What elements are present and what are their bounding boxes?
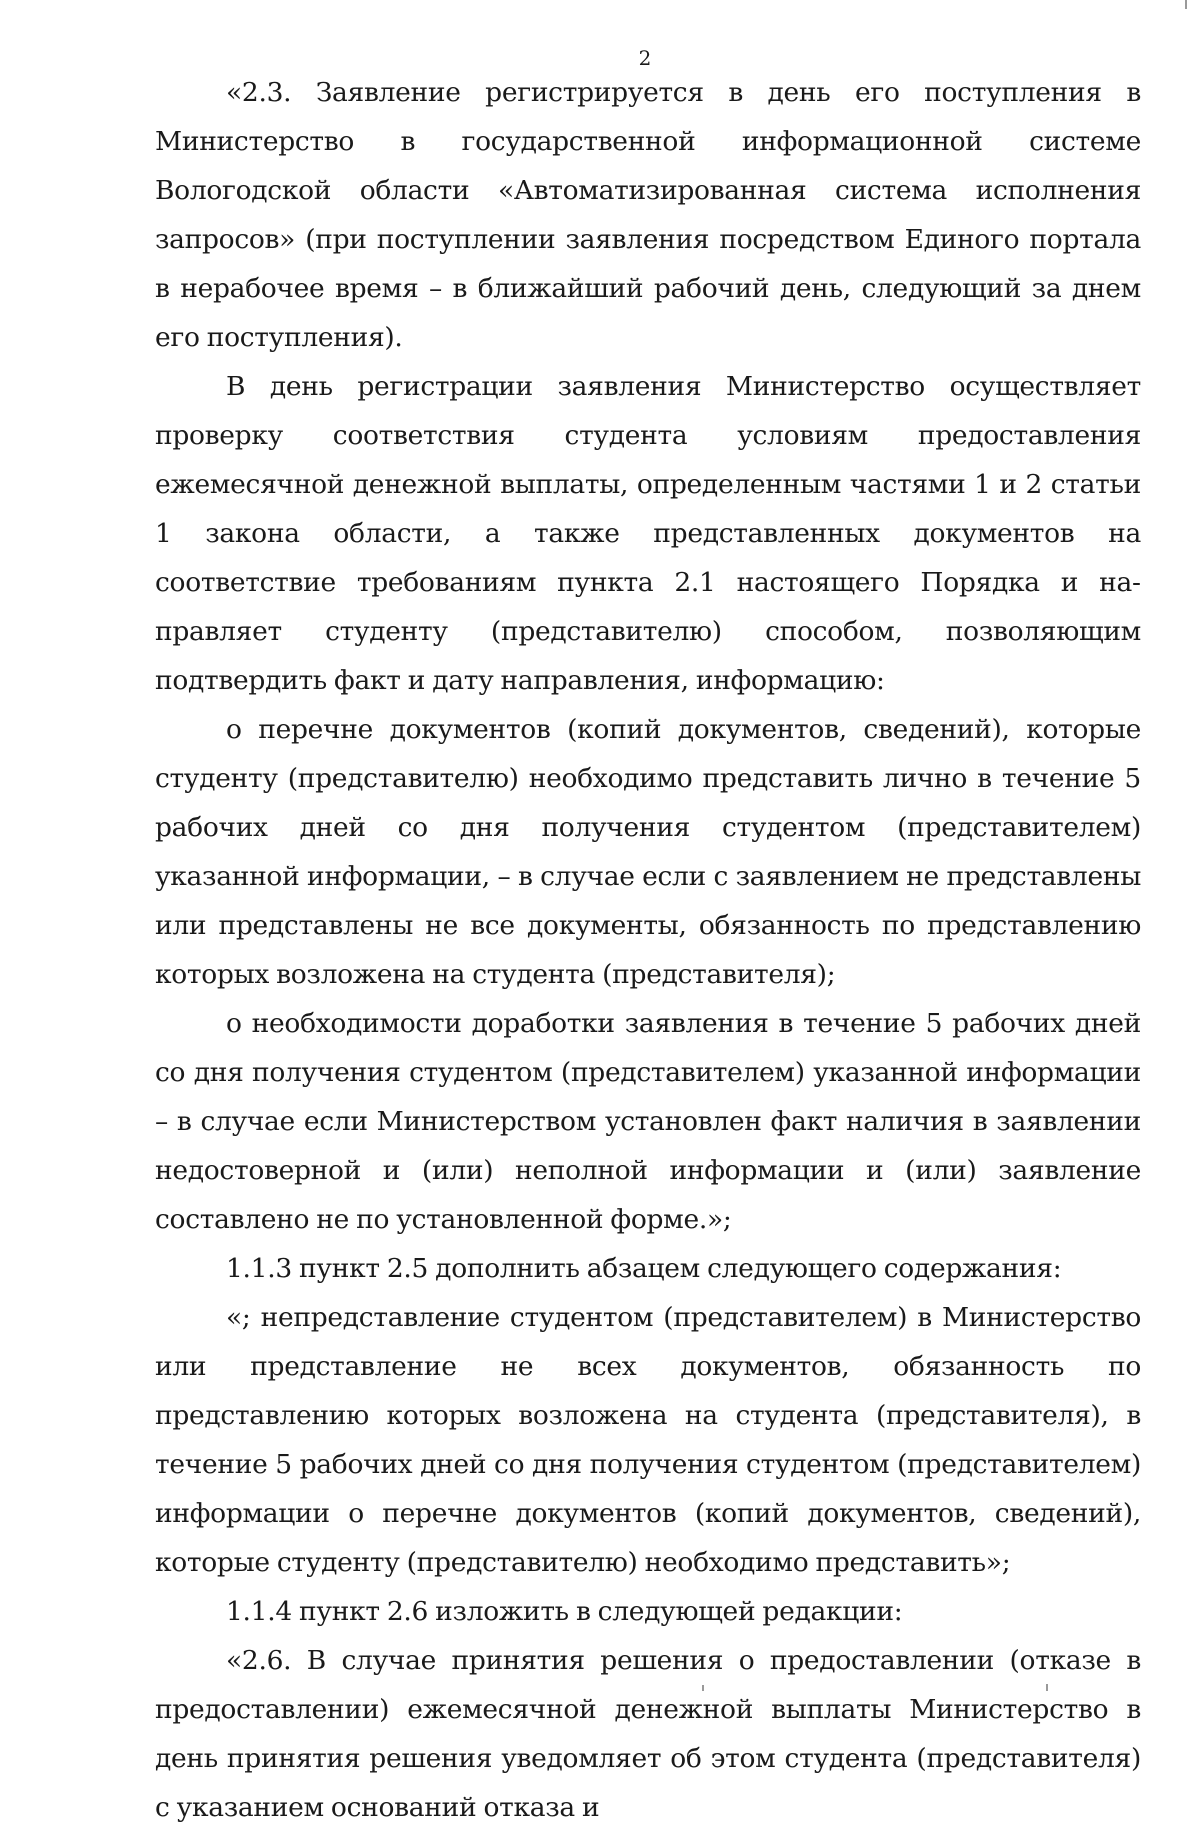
paragraph-2-6: «2.6. В случае принятия решения о предоставлении (отказе в предоставлении) ежемесячной денежной выплаты Министерство в день принятия решения уведомляет об этом студента (представителя) с указанием оснований отказа и — [155, 1645, 1141, 1823]
paragraph-1-1-3: 1.1.3 пункт 2.5 дополнить абзацем следующего содержания: — [226, 1253, 1062, 1284]
scan-mark — [1046, 1684, 1048, 1691]
paragraph-revision-needed: о необходимости доработки заявления в течение 5 рабочих дней со дня получения студентом (представителем) указанной информации – в случае если Министерством установлен факт наличия в заявлении недостоверной и (или) неполной информации и (или) заявление составлено не по установленной форме.»; — [155, 1008, 1141, 1235]
paragraph-registration-check: В день регистрации заявления Министерство осуществляет проверку соответствия студента условиям предоставления ежемесячной денежной выплаты, определенным частями 1 и 2 статьи 1 закона области, а также представленных документов на соответствие требованиям пункта 2.1 настоящего Порядка и направляет студенту (представителю) способом, позволяющим подтвердить факт и дату направления, информацию: — [155, 371, 1141, 696]
paragraph-documents-list: о перечне документов (копий документов, сведений), которые студенту (представителю) необходимо представить лично в течение 5 рабочих дней со дня получения студентом (представителем) указанной информации, – в случае если с заявлением не представлены или представлены не все документы, обязанность по представлению которых возложена на студента (представителя); — [155, 714, 1141, 990]
paragraph-2-3: «2.3. Заявление регистрируется в день его поступления в Министерство в государственной информационной системе Вологодской области «Автоматизированная система исполнения запросов» (при поступлении заявления посредством Единого портала в нерабочее время – в ближайший рабочий день, следующий за днем его поступления). — [155, 77, 1141, 353]
paragraph-2-5-addition: «; непредставление студентом (представителем) в Министерство или представление не всех документов, обязанность по представлению которых возложена на студента (представителя), в течение 5 рабочих дней со дня получения студентом (представителем) информации о перечне документов (копий документов, сведений), которые студенту (представителю) необходимо представить»; — [155, 1302, 1141, 1578]
page-number: 2 — [638, 46, 652, 70]
paragraph-1-1-4: 1.1.4 пункт 2.6 изложить в следующей редакции: — [226, 1596, 903, 1627]
document-body — [155, 68, 1141, 1832]
scan-mark — [1185, 0, 1187, 9]
scan-mark — [702, 1685, 704, 1691]
